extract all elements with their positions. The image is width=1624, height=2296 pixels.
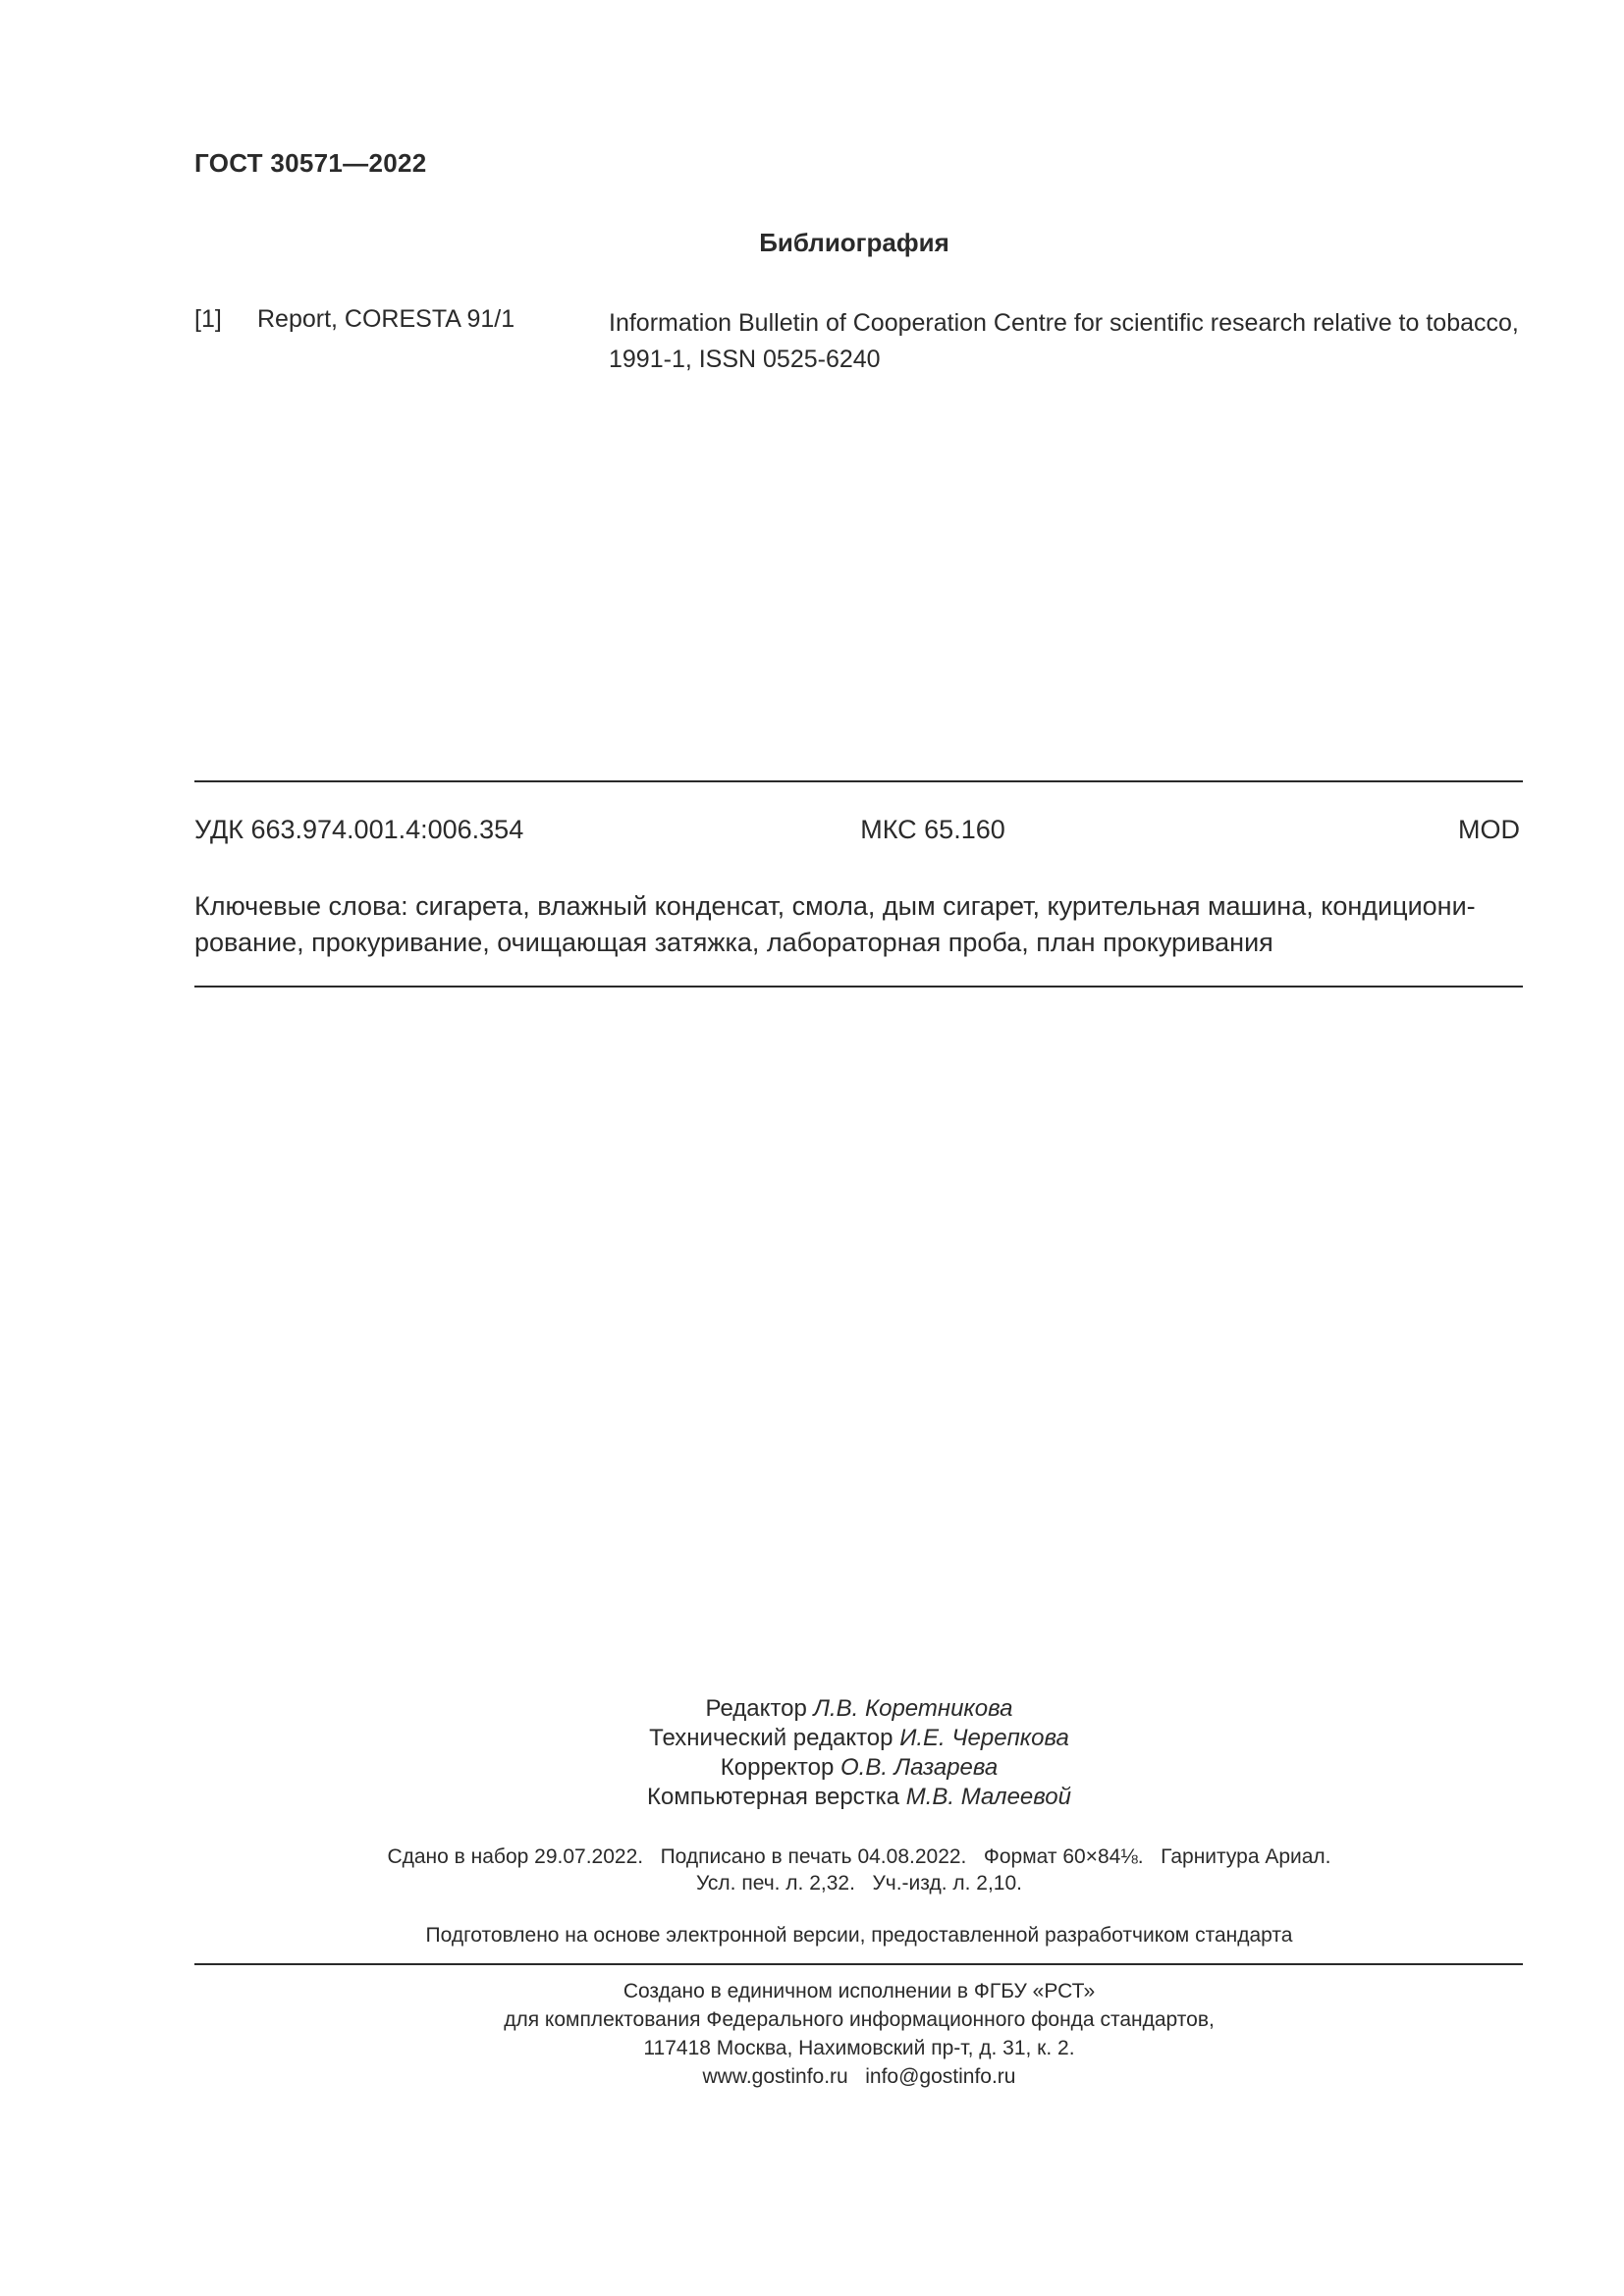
keywords-line: Ключевые слова: сигарета, влажный конденсат, смола, дым сигарет, курительная машина, кондициони- bbox=[194, 891, 1476, 921]
credit-line bbox=[0, 1753, 1624, 1783]
keywords-block bbox=[194, 888, 1523, 961]
reference-description-line: 1991-1, ISSN 0525-6240 bbox=[609, 346, 881, 373]
reference-description bbox=[609, 305, 1532, 378]
publisher-contacts bbox=[0, 2062, 1624, 2091]
email-link[interactable]: info@gostinfo.ru bbox=[865, 2065, 1016, 2088]
print-info bbox=[0, 1843, 1624, 1896]
credit-role: Технический редактор bbox=[649, 1725, 893, 1751]
mod-label: MOD bbox=[1458, 815, 1520, 844]
prepared-note: Подготовлено на основе электронной версии, предоставленной разработчиком стандарта bbox=[425, 1924, 1293, 1947]
standard-id-header: ГОСТ 30571—2022 bbox=[194, 148, 427, 178]
reference-source: Report, CORESTA 91/1 bbox=[257, 305, 515, 333]
credits-block bbox=[0, 1694, 1624, 1812]
credit-name: О.В. Лазарева bbox=[840, 1754, 999, 1781]
udk-code: УДК 663.974.001.4:006.354 bbox=[194, 815, 524, 844]
mks-code: МКС 65.160 bbox=[860, 815, 1005, 844]
credit-role: Корректор bbox=[720, 1754, 835, 1781]
keywords-line: рование, прокуривание, очищающая затяжка, лабораторная проба, план прокуривания bbox=[194, 928, 1273, 957]
credit-name: М.В. Малеевой bbox=[905, 1784, 1071, 1810]
website-link[interactable]: www.gostinfo.ru bbox=[702, 2065, 848, 2088]
bibliography-title: Библиография bbox=[759, 228, 949, 257]
credit-line bbox=[0, 1783, 1624, 1812]
divider bbox=[194, 1963, 1523, 1965]
reference-number: [1] bbox=[194, 305, 222, 333]
credit-name: И.Е. Черепкова bbox=[899, 1725, 1069, 1751]
publisher-line: Создано в единичном исполнении в ФГБУ «РСТ» bbox=[623, 1980, 1096, 2002]
divider bbox=[194, 780, 1523, 782]
publisher-line: 117418 Москва, Нахимовский пр-т, д. 31, к. 2. bbox=[643, 2037, 1075, 2059]
credit-name: Л.В. Коретникова bbox=[813, 1695, 1013, 1722]
divider bbox=[194, 986, 1523, 988]
credit-role: Компьютерная верстка bbox=[647, 1784, 900, 1810]
credit-line bbox=[0, 1694, 1624, 1724]
reference-description-line: Information Bulletin of Cooperation Centre for scientific research relative to tobacco, bbox=[609, 309, 1519, 337]
credit-line bbox=[0, 1724, 1624, 1753]
print-info-line: Усл. печ. л. 2,32. Уч.-изд. л. 2,10. bbox=[695, 1872, 1022, 1895]
print-info-line: Сдано в набор 29.07.2022. Подписано в печать 04.08.2022. Формат 60×84⅛. Гарнитура Ариал. bbox=[387, 1845, 1331, 1868]
credit-role: Редактор bbox=[705, 1695, 807, 1722]
publisher-line: для комплектования Федерального информационного фонда стандартов, bbox=[504, 2008, 1215, 2031]
publisher-block bbox=[0, 1977, 1624, 2091]
